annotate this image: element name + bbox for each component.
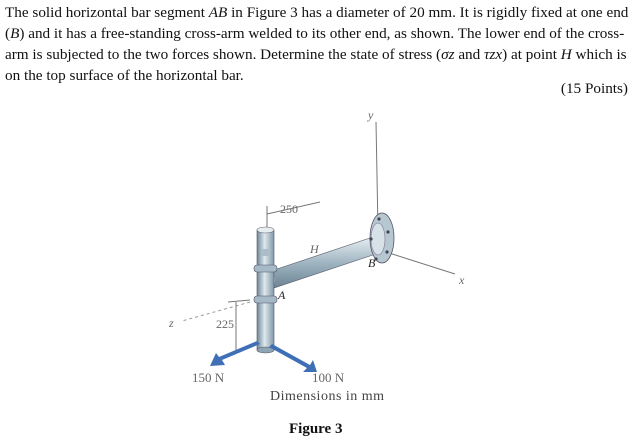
point-a-label: A (278, 288, 286, 302)
axis-y-label: y (368, 108, 374, 122)
horizontal-bar (268, 238, 376, 288)
axis-z-label: z (169, 316, 174, 330)
figure-3 (150, 102, 490, 402)
cross-arm (257, 230, 274, 350)
point-h-label: H (310, 242, 319, 256)
force-100n-arrow (269, 344, 317, 372)
x-axis-line (386, 252, 455, 274)
figure-caption: Figure 3 (289, 421, 343, 437)
force-150n-arrow (210, 341, 260, 366)
points-label: (15 Points) (560, 80, 628, 97)
point-b-label: B (368, 256, 376, 270)
force-100n-label: 100 N (312, 370, 345, 385)
dimensions-note: Dimensions in mm (270, 389, 385, 404)
axis-x-label: x (459, 273, 465, 287)
y-axis-line (376, 122, 378, 230)
dim-250-label: 250 (280, 202, 298, 216)
figure-drawing (150, 102, 490, 402)
problem-statement: The solid horizontal bar segment AB in Figure 3 has a diameter of 20 mm. It is rigidly fixed at one end (B) and it has a free-standing cross-arm welded to its other end, as shown. The lower end of the cross-arm is subjected to the two forces shown. Determine the state of stress (σz and τzx) at point H which is on the top surface of the horizontal bar. (5, 4, 629, 84)
force-150n-label: 150 N (192, 370, 225, 385)
dim-225-label: 225 (216, 317, 234, 331)
